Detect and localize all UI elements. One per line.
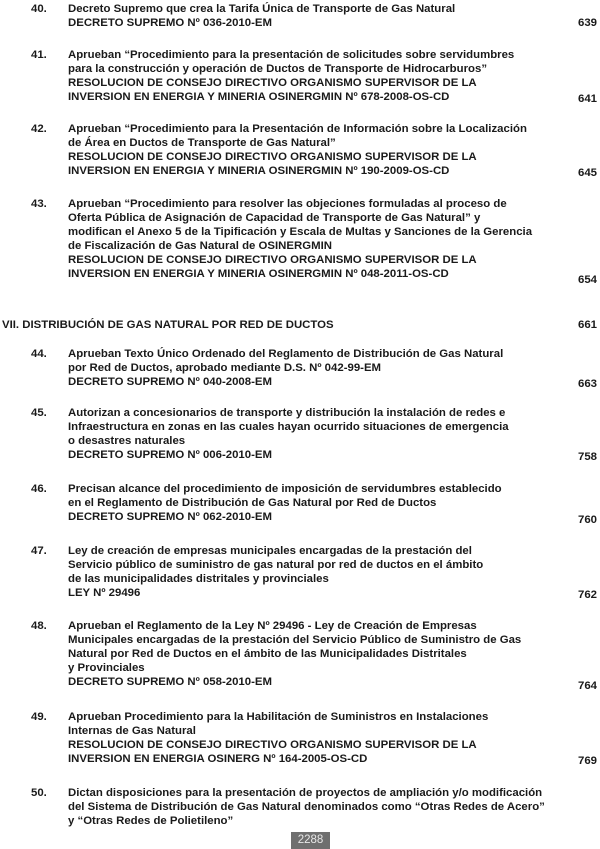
entry-page-number: 663 [577,378,597,390]
entry-number: 45. [31,407,47,419]
entry-line: LEY Nº 29496 [68,587,141,599]
entry-line: DECRETO SUPREMO Nº 062-2010-EM [68,511,272,523]
entry-number: 44. [31,348,47,360]
entry-number: 49. [31,711,47,723]
entry-text [68,2,573,30]
entry-line: Ley de creación de empresas municipales encargadas de la prestación del [68,545,472,557]
entry-text [68,482,573,524]
entry-line: RESOLUCION DE CONSEJO DIRECTIVO ORGANISMO SUPERVISOR DE LA [68,254,477,266]
entry-line: Dictan disposiciones para la presentación de proyectos de ampliación y/o modificación [68,787,543,799]
entry-number: 41. [31,49,47,61]
entry-line: y Provinciales [68,662,145,674]
entry-page-number: 645 [577,167,597,179]
entry-text [68,406,573,462]
entry-line: INVERSION EN ENERGIA Y MINERIA OSINERGMIN Nº 190-2009-OS-CD [68,165,450,177]
entry-line: RESOLUCION DE CONSEJO DIRECTIVO ORGANISMO SUPERVISOR DE LA [68,739,477,751]
entry-line: Aprueban Texto Único Ordenado del Reglamento de Distribución de Gas Natural [68,348,504,360]
entry-page-number: 764 [577,680,597,692]
entry-line: Infraestructura en zonas en las cuales hayan ocurrido situaciones de emergencia [68,421,509,433]
entry-line: y “Otras Redes de Polietileno” [68,815,234,827]
entry-number: 40. [31,3,47,15]
entry-line: INVERSION EN ENERGIA OSINERG Nº 164-2005-OS-CD [68,753,368,765]
entry-page-number: 762 [577,589,597,601]
entry-line: por Red de Ductos, aprobado mediante D.S. Nº 042-99-EM [68,362,382,374]
entry-page-number: 760 [577,514,597,526]
section-page-number: 661 [577,319,597,331]
entry-text [68,619,573,689]
entry-line: Municipales encargadas de la prestación del Servicio Público de Suministro de Gas [68,634,522,646]
entry-text [68,48,573,104]
entry-text [68,710,573,766]
entry-line: DECRETO SUPREMO Nº 006-2010-EM [68,449,272,461]
entry-line: Decreto Supremo que crea la Tarifa Única de Transporte de Gas Natural [68,3,456,15]
entry-line: Aprueban “Procedimiento para resolver las objeciones formuladas al proceso de [68,198,507,210]
entry-line: de Área en Ductos de Transporte de Gas Natural” [68,137,336,149]
footer-page-number: 2288 [291,832,330,849]
entry-line: modifican el Anexo 5 de la Tipificación y Escala de Multas y Sanciones de la Gerencia [68,226,533,238]
entry-line: Internas de Gas Natural [68,725,196,737]
section-title: VII. DISTRIBUCIÓN DE GAS NATURAL POR RED DE DUCTOS [2,319,334,331]
entry-page-number: 654 [577,274,597,286]
entry-number: 50. [31,787,47,799]
entry-line: INVERSION EN ENERGIA Y MINERIA OSINERGMIN Nº 678-2008-OS-CD [68,91,450,103]
entry-page-number: 758 [577,451,597,463]
entry-line: Oferta Pública de Asignación de Capacidad de Transporte de Gas Natural” y [68,212,481,224]
entry-text [68,544,573,600]
entry-line: del Sistema de Distribución de Gas Natural denominados como “Otras Redes de Acero” [68,801,545,813]
entry-line: DECRETO SUPREMO Nº 040-2008-EM [68,376,272,388]
entry-line: RESOLUCION DE CONSEJO DIRECTIVO ORGANISMO SUPERVISOR DE LA [68,151,477,163]
entry-number: 46. [31,483,47,495]
entry-line: Aprueban “Procedimiento para la Presentación de Información sobre la Localización [68,123,527,135]
entry-number: 42. [31,123,47,135]
entry-line: Precisan alcance del procedimiento de imposición de servidumbres establecido [68,483,502,495]
entry-page-number: 639 [577,17,597,29]
entry-line: Aprueban Procedimiento para la Habilitación de Suministros en Instalaciones [68,711,489,723]
entry-number: 47. [31,545,47,557]
entry-line: Servicio público de suministro de gas natural por red de ductos en el ámbito [68,559,484,571]
entry-number: 48. [31,620,47,632]
entry-page-number: 641 [577,93,597,105]
entry-text [68,786,573,828]
entry-line: Natural por Red de Ductos en el ámbito de las Municipalidades Distritales [68,648,467,660]
entry-line: de Fiscalización de Gas Natural de OSINERGMIN [68,240,332,252]
entry-line: para la construcción y operación de Ductos de Transporte de Hidrocarburos” [68,63,488,75]
entry-text [68,197,573,281]
entry-page-number: 769 [577,755,597,767]
entry-number: 43. [31,198,47,210]
entry-line: de las municipalidades distritales y provinciales [68,573,329,585]
entry-line: Aprueban “Procedimiento para la presentación de solicitudes sobre servidumbres [68,49,515,61]
entry-text [68,122,573,178]
entry-line: o desastres naturales [68,435,186,447]
entry-line: Autorizan a concesionarios de transporte y distribución la instalación de redes e [68,407,506,419]
entry-line: DECRETO SUPREMO Nº 058-2010-EM [68,676,272,688]
entry-line: DECRETO SUPREMO Nº 036-2010-EM [68,17,272,29]
entry-line: Aprueban el Reglamento de la Ley Nº 29496 - Ley de Creación de Empresas [68,620,477,632]
entry-line: RESOLUCION DE CONSEJO DIRECTIVO ORGANISMO SUPERVISOR DE LA [68,77,477,89]
entry-line: INVERSION EN ENERGIA Y MINERIA OSINERGMIN Nº 048-2011-OS-CD [68,268,449,280]
entry-text [68,347,573,389]
entry-line: en el Reglamento de Distribución de Gas Natural por Red de Ductos [68,497,437,509]
